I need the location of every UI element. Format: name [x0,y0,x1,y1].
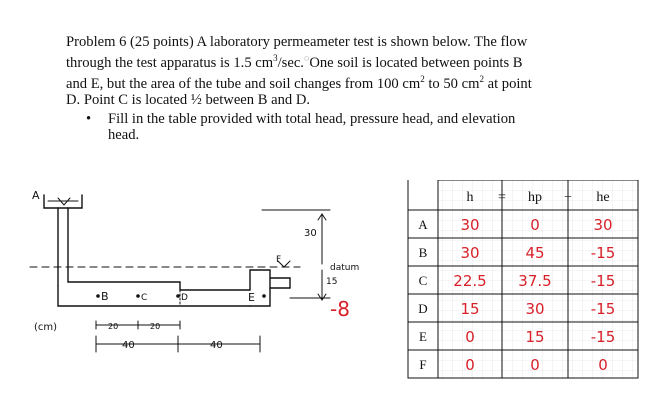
cell-hp-F: 0 [530,356,540,374]
problem-statement [66,34,626,108]
problem-line-2: through the test apparatus is 1.5 $cm^3/\sec.^◌One$ soil is located between points B [66,53,523,71]
cell-h-B: 30 [460,244,480,262]
dim-20-label-a: 20 [108,322,119,331]
cell-h-A: 30 [460,216,480,234]
bullet-dot-icon: • [86,111,92,127]
datum-label: datum [330,263,360,273]
header-operator: = [498,190,506,205]
point-d-dot [176,294,180,298]
point-e-dot [262,294,266,298]
row-label-F: F [419,357,427,372]
cell-he-B: -15 [590,244,616,262]
row-label-D: D [418,301,428,316]
header-h: h [466,190,474,205]
row-label-B: B [418,245,428,260]
problem-line-4: D. Point C is located ½ between B and D. [66,91,311,108]
problem-line-1: Problem 6 (25 points) A laboratory permeameter test is shown below. The flow [66,34,528,50]
dim-40-label-a: 40 [122,340,135,351]
cell-hp-A: 0 [530,216,540,234]
answer-table [402,180,642,382]
dim-30-label: 30 [304,228,317,239]
problem-line-3: and E, but the area of the tube and soil changes from 100 $cm^2$ to 50 $cm^2$ at point [66,73,532,92]
permeameter-sketch [0,170,400,370]
label-d: D [181,293,188,303]
cell-he-F: 0 [598,356,608,374]
label-c: C [141,293,148,303]
cell-h-C: 22.5 [453,272,487,290]
cell-hp-E: 15 [525,328,545,346]
point-b-dot [96,294,100,298]
dim-15-label: 15 [326,277,338,287]
neg-8-annotation: -8 [330,297,350,321]
outlet-tube-top [270,278,290,288]
cell-he-C: -15 [590,272,616,290]
header-he: he [596,190,610,205]
header-hp: hp [528,190,542,205]
header-operator: + [564,190,572,205]
cell-h-D: 15 [460,300,480,318]
bullet-instruction: • Fill in the table provided with total head, pressure head, and elevation head. [86,111,516,143]
soil-tube-bottom [58,286,250,306]
units-label: (cm) [34,322,58,333]
label-f: F [276,255,282,265]
soil-tube-top [68,282,250,290]
point-c-dot [136,294,140,298]
label-e: E [248,291,255,304]
row-label-E: E [419,329,427,344]
cell-hp-D: 30 [525,300,545,318]
label-a: A [32,189,40,202]
row-label-A: A [418,217,428,232]
row-label-C: C [418,273,428,288]
cell-he-E: -15 [590,328,616,346]
cell-he-D: -15 [590,300,616,318]
cell-hp-C: 37.5 [518,272,552,290]
small-mark-icon: ◌ [303,53,310,63]
cell-h-E: 0 [465,328,475,346]
cell-h-F: 0 [465,356,475,374]
cell-hp-B: 45 [525,244,545,262]
dim-20-label-b: 20 [150,322,161,331]
label-b: B [101,290,109,303]
cell-he-A: 30 [593,216,613,234]
dim-40-label-b: 40 [210,340,223,351]
